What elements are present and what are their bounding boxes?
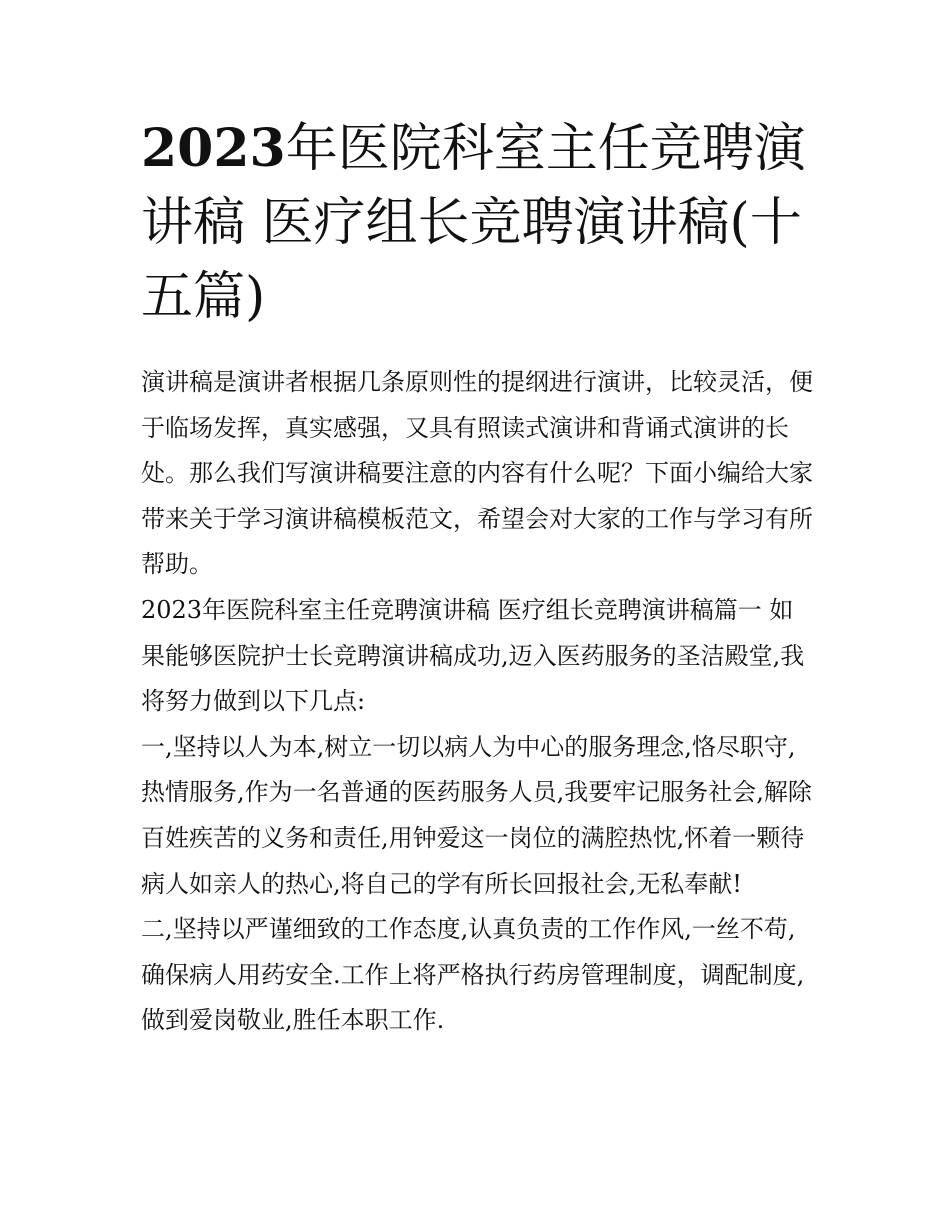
speech-paragraph-1: 2023年医院科室主任竞聘演讲稿 医疗组长竞聘演讲稿篇一 如果能够医院护士长竞聘演讲稿成功,迈入医药服务的圣洁殿堂,我将努力做到以下几点: — [141, 595, 805, 716]
intro-paragraph: 演讲稿是演讲者根据几条原则性的提纲进行演讲，比较灵活，便于临场发挥，真实感强，又具有照读式演讲和背诵式演讲的长处。那么我们写演讲稿要注意的内容有什么呢？下面小编给大家带来关于学习演讲稿模板范文，希望会对大家的工作与学习有所帮助。 — [141, 368, 813, 579]
speech-paragraph-2: 一,坚持以人为本,树立一切以病人为中心的服务理念,恪尽职守,热情服务,作为一名普通的医药服务人员,我要牢记服务社会,解除百姓疾苦的义务和责任,用钟爱这一岗位的满腔热忱,怀着一颗待病人如亲人的热心,将自己的学有所长回报社会,无私奉献! — [141, 732, 812, 898]
title-year: 2023 — [141, 118, 286, 179]
title-text: 年医院科室主任竞聘演讲稿 医疗组长竞聘演讲稿(十五篇) — [141, 119, 806, 327]
document-body — [141, 360, 813, 1044]
document-title — [141, 112, 821, 334]
speech-paragraph-3: 二,坚持以严谨细致的工作态度,认真负责的工作作风,一丝不苟,确保病人用药安全.工作上将严格执行药房管理制度，调配制度,做到爱岗敬业,胜任本职工作. — [141, 915, 805, 1035]
